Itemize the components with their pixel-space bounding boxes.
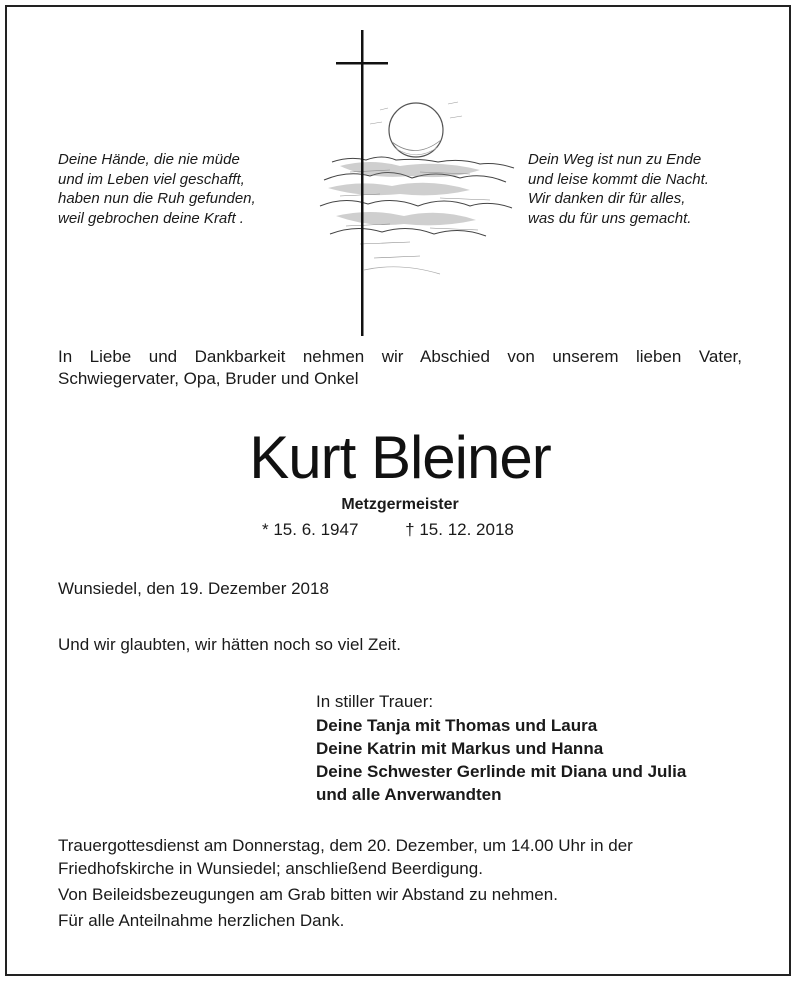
intro-line: Schwiegervater, Opa, Bruder und Onkel xyxy=(58,369,359,388)
death-date: † 15. 12. 2018 xyxy=(405,520,514,539)
mourners-lead: In stiller Trauer: xyxy=(316,692,434,711)
poem-line: und leise kommt die Nacht. xyxy=(528,170,709,188)
family-line: Deine Katrin mit Markus und Hanna xyxy=(316,739,604,758)
poem-right xyxy=(528,150,709,228)
cross-icon xyxy=(336,30,388,336)
poem-left xyxy=(58,150,256,228)
family-line: Deine Tanja mit Thomas und Laura xyxy=(316,716,598,735)
intro-text xyxy=(58,346,742,390)
poem-line: haben nun die Ruh gefunden, xyxy=(58,190,256,207)
poem-line: was du für uns gemacht. xyxy=(528,209,692,227)
intro-line: In Liebe und Dankbarkeit nehmen wir Abschied von unserem lieben Vater, xyxy=(58,347,742,366)
note-line: Trauergottesdienst am Donnerstag, dem 20. Dezember, um 14.00 Uhr in der xyxy=(58,836,633,855)
quote-line: Und wir glaubten, wir hätten noch so viel Zeit. xyxy=(58,635,402,654)
poem-line: Dein Weg ist nun zu Ende xyxy=(528,151,702,168)
note-line: Von Beileidsbezeugungen am Grab bitten wir Abstand zu nehmen. xyxy=(58,885,558,904)
poem-line: weil gebrochen deine Kraft . xyxy=(58,209,244,227)
service-notes xyxy=(58,834,758,932)
poem-line: und im Leben viel geschafft, xyxy=(58,170,245,188)
note-line: Friedhofskirche in Wunsiedel; anschließend Beerdigung. xyxy=(58,859,483,878)
deceased-profession: Metzgermeister xyxy=(341,496,459,513)
deceased-name: Kurt Bleiner xyxy=(249,424,551,491)
poem-line: Wir danken dir für alles, xyxy=(528,190,686,207)
note-line: Für alle Anteilnahme herzlichen Dank. xyxy=(58,911,345,930)
cross-sunset-illustration xyxy=(300,30,530,340)
family-line: Deine Schwester Gerlinde mit Diana und Julia xyxy=(316,762,687,781)
family-line: und alle Anverwandten xyxy=(316,785,502,804)
birth-date: * 15. 6. 1947 xyxy=(262,520,359,539)
poem-line: Deine Hände, die nie müde xyxy=(58,151,240,168)
life-dates xyxy=(262,520,514,540)
place-date: Wunsiedel, den 19. Dezember 2018 xyxy=(58,579,329,598)
mourners-block xyxy=(316,690,686,806)
